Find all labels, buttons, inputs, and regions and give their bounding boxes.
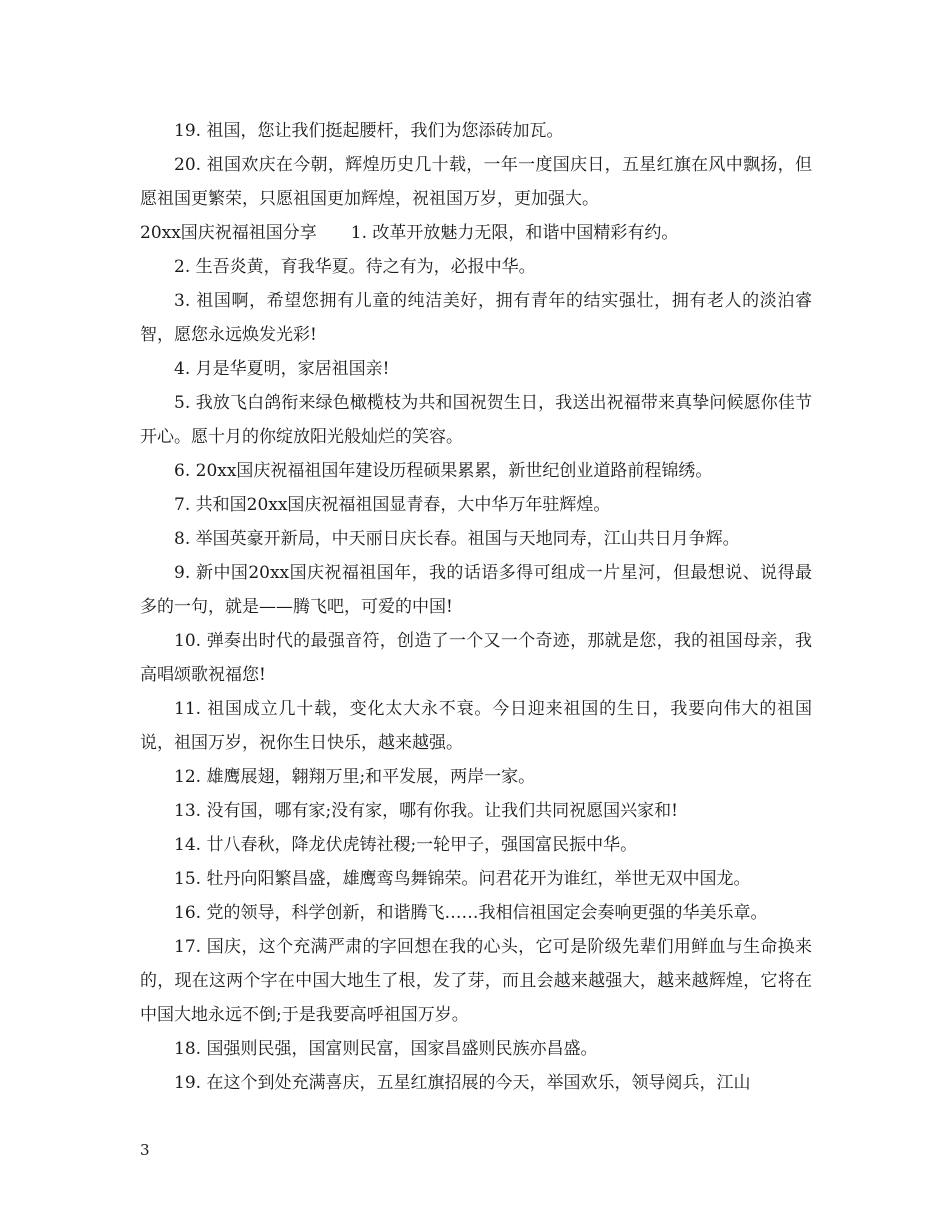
paragraph: 17. 国庆，这个充满严肃的字回想在我的心头，它可是阶级先辈们用鲜血与生命换来的，现在这两个字在中国大地生了根，发了芽，而且会越来越强大，越来越辉煌，它将在中国大地永远不倒;于是我要高呼祖国万岁。: [140, 937, 812, 1025]
paragraph: 8. 举国英豪开新局，中天丽日庆长春。祖国与天地同寿，江山共日月争辉。: [174, 529, 740, 549]
paragraph: 16. 党的领导，科学创新，和谐腾飞……我相信祖国定会奏响更强的华美乐章。: [174, 903, 768, 923]
paragraph: 15. 牡丹向阳繁昌盛，雄鹰鸾鸟舞锦荣。问君花开为谁红，举世无双中国龙。: [174, 869, 751, 889]
paragraph: 9. 新中国20xx国庆祝福祖国年，我的话语多得可组成一片星河，但最想说、说得最多的一句，就是——腾飞吧，可爱的中国!: [140, 563, 812, 617]
paragraph: 10. 弹奏出时代的最强音符，创造了一个又一个奇迹，那就是您，我的祖国母亲，我高唱颂歌祝福您!: [140, 631, 812, 685]
section-heading-paragraph: 20xx国庆祝福祖国分享 1. 改革开放魅力无限，和谐中国精彩有约。: [140, 223, 679, 243]
paragraph: 3. 祖国啊，希望您拥有儿童的纯洁美好，拥有青年的结实强壮，拥有老人的淡泊睿智，愿您永远焕发光彩!: [140, 291, 812, 345]
page-number: 3: [140, 1141, 150, 1159]
paragraph: 19. 祖国，您让我们挺起腰杆，我们为您添砖加瓦。: [174, 121, 564, 141]
paragraph: 4. 月是华夏明，家居祖国亲!: [174, 359, 390, 379]
paragraph: 13. 没有国，哪有家;没有家，哪有你我。让我们共同祝愿国兴家和!: [174, 801, 678, 821]
paragraph: 18. 国强则民强，国富则民富，国家昌盛则民族亦昌盛。: [174, 1039, 598, 1059]
paragraph: 6. 20xx国庆祝福祖国年建设历程硕果累累，新世纪创业道路前程锦绣。: [174, 461, 713, 481]
paragraph: 12. 雄鹰展翅，翱翔万里;和平发展，两岸一家。: [174, 767, 536, 787]
paragraph: 7. 共和国20xx国庆祝福祖国显青春，大中华万年驻辉煌。: [174, 495, 611, 515]
paragraph: 20. 祖国欢庆在今朝，辉煌历史几十载，一年一度国庆日，五星红旗在风中飘扬，但愿祖国更繁荣，只愿祖国更加辉煌，祝祖国万岁，更加强大。: [140, 155, 812, 209]
paragraph: 2. 生吾炎黄，育我华夏。待之有为，必报中华。: [174, 257, 536, 277]
paragraph: 5. 我放飞白鸽衔来绿色橄榄枝为共和国祝贺生日，我送出祝福带来真挚问候愿你佳节开心。愿十月的你绽放阳光般灿烂的笑容。: [140, 393, 812, 447]
paragraph: 14. 廿八春秋，降龙伏虎铸社稷;一轮甲子，强国富民振中华。: [174, 835, 638, 855]
paragraph: 11. 祖国成立几十载，变化太大永不衰。今日迎来祖国的生日，我要向伟大的祖国说，祖国万岁，祝你生日快乐，越来越强。: [140, 699, 812, 753]
paragraph: 19. 在这个到处充满喜庆，五星红旗招展的今天，举国欢乐，领导阅兵，江山: [174, 1073, 751, 1093]
document-body: [140, 114, 812, 1100]
